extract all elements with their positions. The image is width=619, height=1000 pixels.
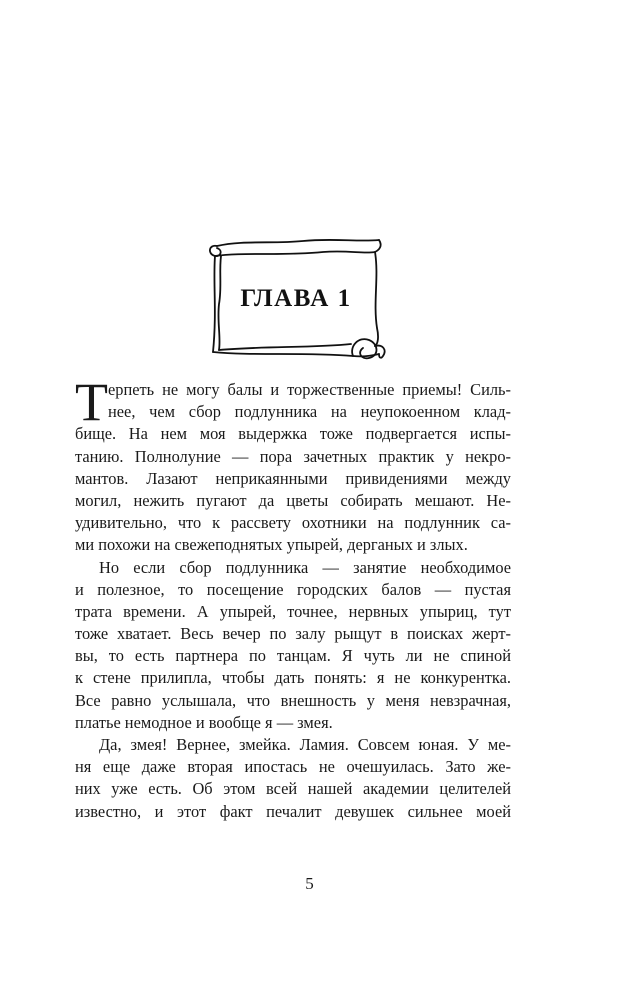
page-number: 5 (305, 874, 314, 893)
text-line: мантов. Лазают неприкаянными привидениями между (75, 468, 511, 488)
text-line: известно, и этот факт печалит девушек сильнее моей (75, 801, 511, 821)
text-line: ми похожи на свежеподнятых упырей, дерганых и злых. (75, 535, 468, 555)
text-line: танию. Полнолуние — пора зачетных практик у некро- (75, 446, 511, 466)
text-line: Да, змея! Вернее, змейка. Ламия. Совсем юная. У ме- (99, 735, 511, 754)
body-text (75, 372, 511, 823)
text-line: бище. На нем моя выдержка тоже подвергается испы- (75, 424, 511, 444)
drop-cap: Т (75, 372, 108, 432)
text-line: удивительно, что к рассвету охотники на подлунник са- (75, 513, 511, 533)
text-line: трата времени. А упырей, точнее, нервных упыриц, тут (75, 601, 511, 621)
text-line: тоже хватает. Весь вечер по залу рыщут в поисках жерт- (75, 624, 511, 644)
text-line: Но если сбор подлунника — занятие необходимое (99, 557, 511, 577)
text-line: вы, то есть партнера по танцам. Я чуть ли не спиной (75, 646, 511, 666)
text-line: ерпеть не могу балы и торжественные приемы! Силь- (108, 380, 511, 399)
text-line: к стене прилипла, чтобы дать понять: я не конкурентка. (75, 668, 511, 688)
text-line: платье немодное и вообще я — змея. (75, 712, 333, 732)
text-line: могил, нежить пугают да цветы собирать мешают. Не- (75, 490, 511, 510)
text-line: нее, чем сбор подлунника на неупокоенном клад- (108, 402, 511, 422)
chapter-scroll-frame (203, 232, 389, 364)
chapter-title: ГЛАВА 1 (240, 285, 352, 312)
text-line: них уже есть. Об этом всей нашей академии целителей (75, 779, 511, 799)
text-line: и полезное, то посещение городских балов — пустая (75, 579, 511, 599)
text-line: Все равно услышала, что внешность у меня невзрачная, (75, 690, 511, 710)
text-lines (75, 372, 511, 823)
text-line: ня еще даже вторая ипостась не очешуилась. Зато же- (75, 757, 511, 777)
